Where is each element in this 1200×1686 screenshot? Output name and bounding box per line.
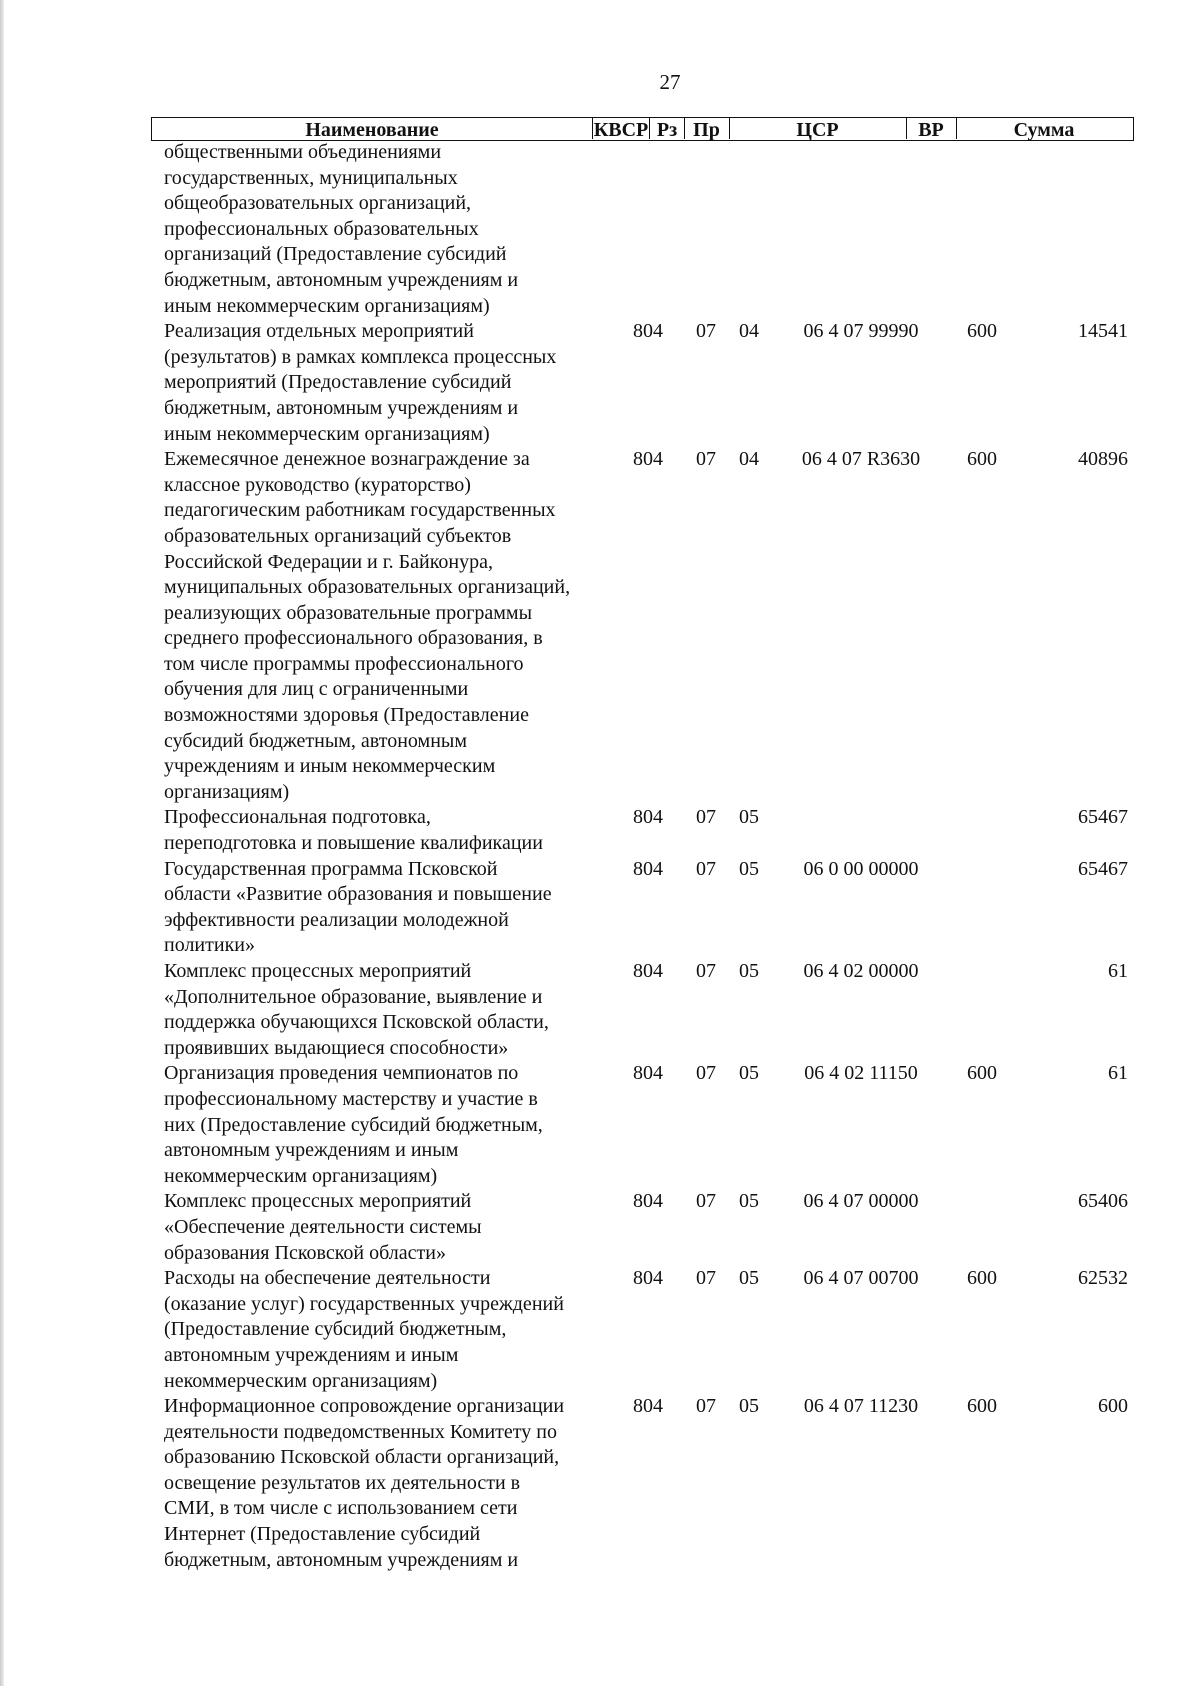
row-name: Комплекс процессных мероприятий «Обеспечение деятельности системы образования Псковской области» [164,1190,482,1264]
header-sum: Сумма [1013,119,1075,141]
row-rz: 07 [696,320,716,343]
row-pr: 05 [739,1395,759,1418]
row-pr: 05 [739,857,759,880]
row-kvsr: 804 [633,1395,663,1418]
row-kvsr: 804 [633,806,663,829]
row-kvsr: 804 [633,320,663,343]
table-row [151,1394,1134,1573]
row-pr: 05 [739,1267,759,1290]
table-header [151,117,1134,141]
row-kvsr: 804 [633,1267,663,1290]
row-name: Организация проведения чемпионатов по профессиональному мастерству и участие в них (Предоставление субсидий бюджетным, автономным учреждениям и иным некоммерческим организациям) [164,1062,543,1187]
row-name: Государственная программа Псковской области «Развитие образования и повышение эффективности реализации молодежной политики» [164,857,552,957]
row-kvsr: 804 [633,1190,663,1213]
scan-edge [0,0,4,1686]
row-csr: 06 4 07 11230 [803,1395,919,1418]
row-kvsr: 804 [633,960,663,982]
row-pr: 05 [739,806,759,829]
row-sum: 61 [1108,1062,1128,1085]
row-rz: 07 [696,1190,716,1213]
budget-table [151,117,1134,1571]
row-csr: 06 0 00 00000 [803,857,919,880]
row-sum: 65467 [1078,806,1128,829]
row-sum: 65467 [1078,857,1128,880]
row-csr: 06 4 07 00700 [803,1267,919,1290]
table-body [151,140,1134,1573]
row-csr: 06 4 07 R3630 [801,448,921,471]
row-csr: 06 4 07 00000 [803,1190,919,1213]
row-kvsr: 804 [633,857,663,880]
table-row [151,447,1134,805]
row-sum: 14541 [1078,320,1128,343]
header-kvsr: КВСР [593,119,649,141]
row-csr: 06 4 02 11150 [804,1062,918,1085]
header-rz: Рз [656,119,678,141]
row-name: Расходы на обеспечение деятельности (оказание услуг) государственных учреждений (Предоставление субсидий бюджетным, автономным учреждениям и иным некоммерческим организациям) [164,1267,564,1392]
row-vr: 600 [967,1395,997,1418]
row-rz: 07 [696,1267,716,1290]
header-vr: ВР [918,119,944,141]
row-pr: 04 [739,448,759,471]
table-row [151,959,1134,1061]
row-pr: 05 [739,960,759,982]
row-sum: 600 [1098,1395,1128,1418]
table-row [151,857,1134,959]
row-rz: 07 [696,1395,716,1418]
table-row [151,140,1134,319]
row-csr: 06 4 02 00000 [803,960,919,982]
row-sum: 62532 [1078,1267,1128,1290]
row-sum: 40896 [1078,448,1128,471]
row-pr: 04 [739,320,759,343]
row-pr: 05 [739,1062,759,1085]
row-name: Профессиональная подготовка, переподготовка и повышение квалификации [164,806,543,855]
table-row [151,1061,1134,1189]
row-vr: 600 [967,1267,997,1290]
header-pr: Пр [693,119,720,141]
row-sum: 65406 [1078,1190,1128,1213]
row-kvsr: 804 [633,448,663,471]
row-vr: 600 [967,448,997,471]
row-name: общественными объединениями государственных, муниципальных общеобразовательных организаций, профессиональных образовательных организаций (Предоставление субсидий бюджетным, автономным учреждениям и иным некоммерческим организациям) [164,141,519,317]
row-rz: 07 [696,857,716,880]
row-name: Комплекс процессных мероприятий «Дополнительное образование, выявление и поддержка обучающихся Псковской области, проявивших выдающиеся способности» [164,960,549,1059]
table-row [151,1189,1134,1266]
row-rz: 07 [696,1062,716,1085]
row-rz: 07 [696,806,716,829]
row-vr: 600 [967,320,997,343]
row-csr: 06 4 07 99990 [803,320,919,343]
row-rz: 07 [696,448,716,471]
page-number: 27 [659,70,681,94]
row-pr: 05 [739,1190,759,1213]
table-row [151,805,1134,856]
row-rz: 07 [696,960,716,982]
row-vr: 600 [967,1062,997,1085]
header-csr: ЦСР [796,119,839,141]
row-name: Информационное сопровождение организации деятельности подведомственных Комитету по образованию Псковской области организаций, освещение результатов их деятельности в СМИ, в том числе с использованием сети Интернет (Предоставление субсидий бюджетным, автономным учреждениям и [164,1395,565,1571]
table-row [151,319,1134,447]
table-row [151,1266,1134,1394]
row-name: Ежемесячное денежное вознаграждение за классное руководство (кураторство) педагогическим работникам государственных образовательных организаций субъектов Российской Федерации и г. Байконура, муниципальных образовательных организаций, реализующих образовательные программы среднего профессионального образования, в том числе программы профессионального обучения для лиц с ограниченными возможностями здоровья (Предоставление субсидий бюджетным, автономным учреждениям и иным некоммерческим организациям) [164,448,571,803]
header-name: Наименование [305,119,439,141]
row-kvsr: 804 [633,1062,663,1085]
row-sum: 61 [1108,960,1128,982]
row-name: Реализация отдельных мероприятий (результатов) в рамках комплекса процессных мероприятий (Предоставление субсидий бюджетным, автономным учреждениям и иным некоммерческим организациям) [164,320,557,445]
